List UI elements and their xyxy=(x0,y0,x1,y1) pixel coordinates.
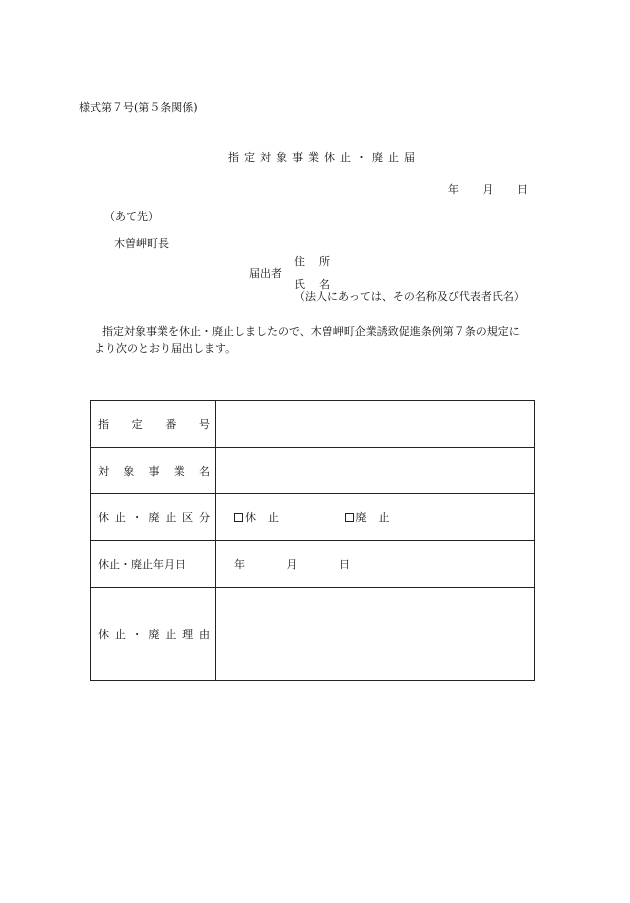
suspension-date-label xyxy=(91,541,216,588)
label-char: 理 xyxy=(182,628,194,641)
table-row xyxy=(91,401,535,448)
body-text-line-2: より次のとおり届出します。 xyxy=(94,342,237,355)
target-business-name-label xyxy=(91,448,216,494)
label-char: 由 xyxy=(198,628,210,641)
abolish-option-label: 廃止 xyxy=(355,511,402,524)
label-char: 区 xyxy=(182,511,194,524)
table-row xyxy=(91,588,535,681)
label-char: 事 xyxy=(148,464,160,478)
label-char: 定 xyxy=(131,418,143,431)
suspension-date-label-text: 休止・廃止年月日 xyxy=(98,558,186,571)
body-text xyxy=(94,323,544,357)
label-char: 対 xyxy=(98,464,109,478)
suspension-type-label xyxy=(91,494,216,541)
suspension-reason-field[interactable] xyxy=(216,588,535,681)
checkbox-icon[interactable] xyxy=(234,513,243,522)
label-char: 号 xyxy=(198,418,210,431)
designation-number-field[interactable] xyxy=(216,401,535,448)
label-char: 象 xyxy=(123,464,135,478)
name-label: 氏名 xyxy=(294,278,344,291)
label-char: 業 xyxy=(173,464,185,478)
label-char: 止 xyxy=(114,628,126,641)
target-business-name-field[interactable] xyxy=(216,448,535,494)
suspension-reason-label xyxy=(91,588,216,681)
label-char: 廃 xyxy=(148,628,160,641)
addressee-label: （あて先） xyxy=(104,210,159,223)
label-char: 分 xyxy=(198,511,210,524)
form-number: 様式第７号(第５条関係) xyxy=(79,101,198,114)
table-row xyxy=(91,541,535,588)
body-text-line-1: 指定対象事業を休止・廃止しましたので、木曽岬町企業誘致促進条例第７条の規定に xyxy=(102,325,520,338)
label-char: ・ xyxy=(131,511,143,524)
label-char: 休 xyxy=(98,511,109,524)
label-char: 名 xyxy=(199,464,210,478)
corporation-note: （法人にあっては、その名称及び代表者氏名） xyxy=(294,290,525,303)
table-row xyxy=(91,494,535,541)
abolish-option[interactable] xyxy=(345,509,402,525)
suspend-option-label: 休止 xyxy=(245,511,291,524)
label-char: 止 xyxy=(165,511,177,524)
notification-form-table xyxy=(90,400,535,681)
designation-number-label xyxy=(91,401,216,448)
label-char: 止 xyxy=(165,628,177,641)
applicant-label: 届出者 xyxy=(249,267,282,280)
checkbox-icon[interactable] xyxy=(345,513,354,522)
label-char: 番 xyxy=(165,418,177,431)
label-char: 止 xyxy=(114,511,126,524)
table-row xyxy=(91,448,535,494)
label-char: ・ xyxy=(131,628,143,641)
suspension-type-field xyxy=(216,494,535,541)
label-char: 指 xyxy=(98,418,109,431)
address-label: 住所 xyxy=(294,255,344,268)
label-char: 廃 xyxy=(148,511,160,524)
suspend-option[interactable] xyxy=(234,509,291,525)
label-char: 休 xyxy=(98,628,109,641)
document-title: 指定対象事業休止・廃止届 xyxy=(228,151,420,164)
addressee-name: 木曽岬町長 xyxy=(114,237,169,250)
submission-date-line: 年 月 日 xyxy=(448,183,528,196)
suspension-date-field[interactable]: 年 月 日 xyxy=(216,541,535,588)
